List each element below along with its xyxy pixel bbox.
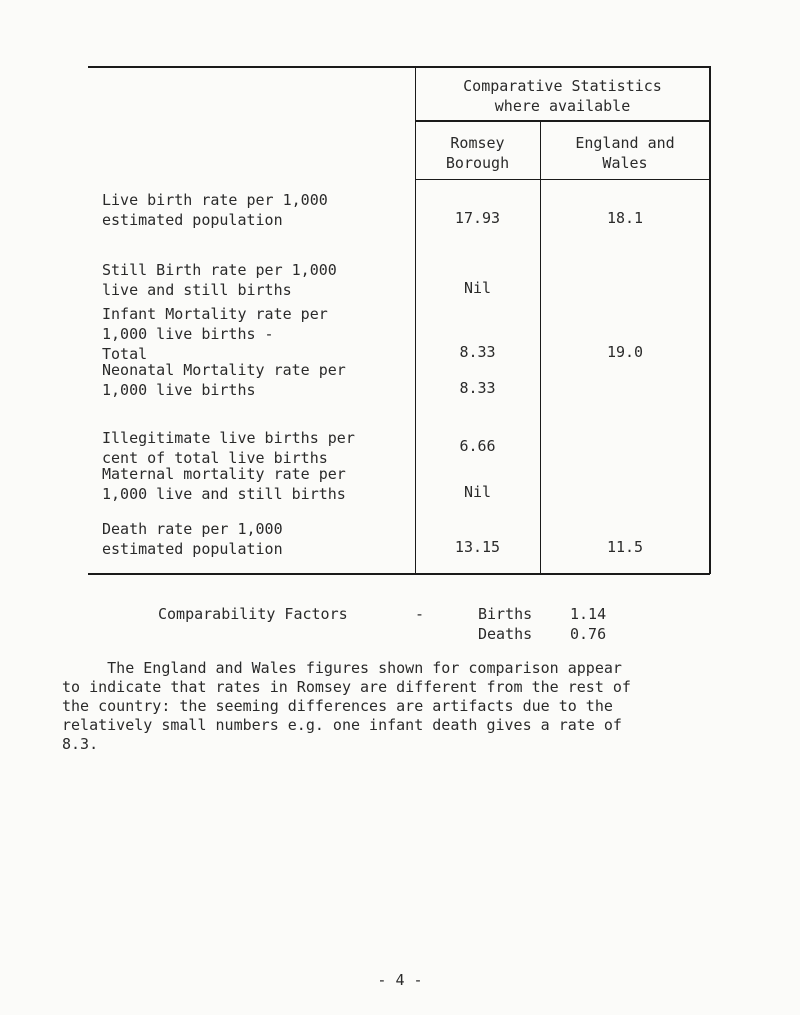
- row-label-illegitimate: Illegitimate live births per cent of total live births: [102, 429, 355, 467]
- romsey-value-infant-mortality: 8.33: [459, 343, 496, 361]
- england-value-infant-mortality: 19.0: [606, 343, 644, 361]
- header-group-rule: [415, 120, 710, 122]
- romsey-value-still-birth: Nil: [463, 279, 492, 297]
- births-label: Births: [478, 605, 533, 623]
- column-header-rule: [415, 179, 710, 180]
- romsey-value-live-birth: 17.93: [454, 209, 501, 227]
- column-header-england: England and Wales: [575, 134, 675, 172]
- england-value-live-birth: 18.1: [606, 209, 644, 227]
- comparability-dash: -: [415, 605, 425, 623]
- comparability-label: Comparability Factors: [158, 605, 348, 623]
- england-value-death-rate: 11.5: [606, 538, 644, 556]
- romsey-value-neonatal-mortality: 8.33: [459, 379, 496, 397]
- row-label-maternal-mortality: Maternal mortality rate per 1,000 live and still births: [102, 465, 346, 503]
- row-label-live-birth: Live birth rate per 1,000 estimated population: [102, 191, 328, 229]
- column-header-romsey: Romsey Borough: [445, 134, 510, 172]
- romsey-value-death-rate: 13.15: [454, 538, 501, 556]
- page-number: - 4 -: [377, 971, 423, 989]
- row-label-infant-mortality: Infant Mortality rate per 1,000 live births - Total: [102, 305, 328, 363]
- table-top-rule: [88, 66, 710, 68]
- body-paragraph: The England and Wales figures shown for comparison appear to indicate that rates in Romsey are different from the rest of the country: the seeming differences are artifacts due to the relatively small numbers e.g. one infant death gives a rate of 8.3.: [62, 659, 631, 753]
- deaths-value: 0.76: [570, 625, 607, 643]
- table-bottom-rule: [88, 573, 710, 575]
- deaths-label: Deaths: [478, 625, 533, 643]
- births-value: 1.14: [570, 605, 607, 623]
- header-group-title: Comparative Statistics where available: [463, 77, 662, 115]
- romsey-value-maternal-mortality: Nil: [463, 483, 492, 501]
- romsey-value-illegitimate: 6.66: [459, 437, 496, 455]
- row-label-death-rate: Death rate per 1,000 estimated population: [102, 520, 283, 558]
- row-label-neonatal-mortality: Neonatal Mortality rate per 1,000 live births: [102, 361, 346, 399]
- row-label-still-birth: Still Birth rate per 1,000 live and still births: [102, 261, 337, 299]
